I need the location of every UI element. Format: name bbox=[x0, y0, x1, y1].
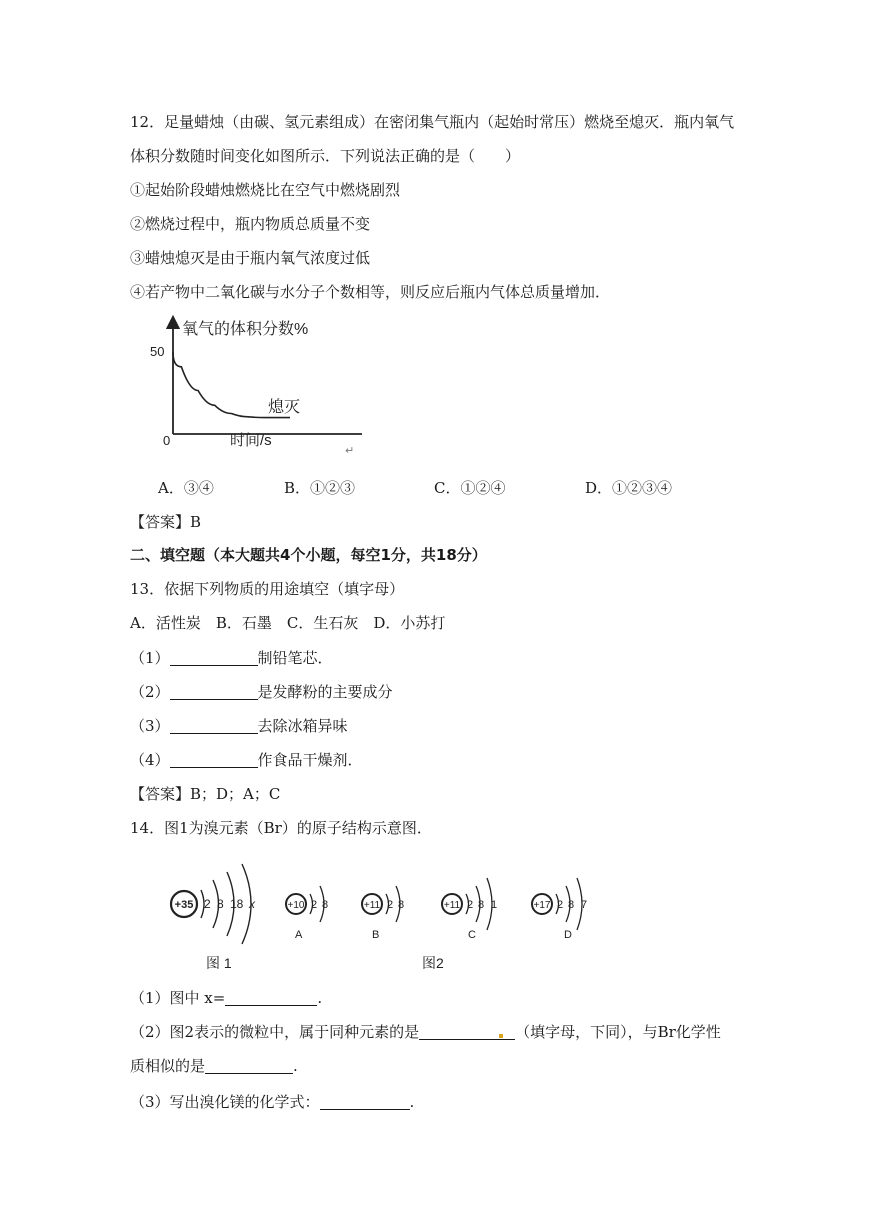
q14-blank-similar[interactable] bbox=[205, 1057, 293, 1074]
atom-a-shell-2: 8 bbox=[322, 899, 329, 911]
q14-part-3-tail: . bbox=[409, 1093, 415, 1111]
q13-blank-3[interactable] bbox=[170, 717, 258, 734]
q13-blank-4[interactable] bbox=[170, 751, 258, 768]
q12-statement-1: ①起始阶段蜡烛燃烧比在空气中燃烧剧烈 bbox=[130, 181, 401, 199]
q12-statement-2: ②燃烧过程中，瓶内物质总质量不变 bbox=[130, 215, 371, 233]
q12-statement-3: ③蜡烛熄灭是由于瓶内氧气浓度过低 bbox=[130, 249, 371, 267]
atom-d-shell-2: 8 bbox=[568, 899, 575, 911]
br-atom-diagram bbox=[171, 864, 256, 944]
atom-d-shell-3: 7 bbox=[581, 899, 588, 911]
q14-part-1-lead: （1）图中 x= bbox=[130, 989, 226, 1007]
atom-d-shell-1: 2 bbox=[557, 899, 564, 911]
atom-b-shell-1: 2 bbox=[387, 899, 394, 911]
q13-answer: 【答案】B；D；A；C bbox=[130, 785, 281, 803]
atom-b-shell-2: 8 bbox=[398, 899, 405, 911]
figure-1-caption: 图 1 bbox=[206, 955, 232, 971]
y-tick-50: 50 bbox=[150, 344, 165, 359]
q14-blank-same-element[interactable] bbox=[419, 1023, 515, 1040]
q14-blank-x[interactable] bbox=[225, 989, 317, 1006]
q14-part-3 bbox=[130, 1092, 414, 1112]
atom-b-label: B bbox=[372, 929, 380, 941]
br-shell-1: 2 bbox=[204, 897, 211, 911]
q12-option-b: B．①②③ bbox=[284, 479, 356, 497]
atom-c-shell-1: 2 bbox=[467, 899, 474, 911]
section-heading: 二、填空题（本大题共4个小题，每空1分，共18分） bbox=[130, 546, 487, 564]
atom-c-diagram bbox=[442, 878, 497, 941]
atom-c-shell-3: 1 bbox=[491, 899, 498, 911]
q13-blank-1[interactable] bbox=[170, 649, 258, 666]
q13-item-2-text: 是发酵粉的主要成分 bbox=[257, 683, 393, 701]
q13-item-4 bbox=[130, 750, 363, 770]
atom-c-label: C bbox=[468, 929, 476, 941]
br-shell-2: 8 bbox=[217, 897, 224, 911]
extinguish-annotation: 熄灭 bbox=[268, 399, 301, 416]
return-mark: ↵ bbox=[345, 445, 355, 457]
y-axis-label: 氧气的体积分数% bbox=[182, 321, 309, 338]
marker-dot bbox=[499, 1034, 503, 1038]
q14-part-2-lead: （2）图2表示的微粒中，属于同种元素的是 bbox=[130, 1023, 420, 1041]
atom-d-label: D bbox=[564, 929, 572, 941]
br-shell-4: x bbox=[249, 897, 255, 911]
q13-item-1-num: （1） bbox=[130, 649, 170, 667]
atom-c-shell-2: 8 bbox=[478, 899, 485, 911]
q12-answer: 【答案】B bbox=[130, 513, 202, 531]
q12-option-c: C．①②④ bbox=[434, 479, 506, 497]
q13-item-4-num: （4） bbox=[130, 751, 170, 769]
q12-option-d: D．①②③④ bbox=[585, 479, 673, 497]
q13-item-1 bbox=[130, 648, 333, 668]
atom-b-diagram bbox=[362, 886, 404, 941]
q12-option-a: A．③④ bbox=[158, 479, 214, 497]
x-axis-label: 时间/s bbox=[230, 432, 272, 449]
q14-part-2-tail: . bbox=[293, 1057, 298, 1075]
atom-a-label: A bbox=[295, 929, 303, 941]
br-nucleus: +35 bbox=[174, 899, 194, 911]
q13-choices: A．活性炭 B．石墨 C．生石灰 D．小苏打 bbox=[130, 614, 446, 632]
q13-item-3-num: （3） bbox=[130, 717, 170, 735]
q14-part-2-line1 bbox=[130, 1022, 721, 1042]
q13-item-2-num: （2） bbox=[130, 683, 170, 701]
q13-blank-2[interactable] bbox=[170, 683, 258, 700]
atom-c-nucleus: +11 bbox=[443, 900, 461, 911]
atom-a-nucleus: +10 bbox=[287, 900, 305, 911]
atom-structure-figure bbox=[160, 860, 600, 975]
q12-stem-line2: 体积分数随时间变化如图所示．下列说法正确的是（ ） bbox=[130, 147, 521, 165]
q13-stem: 13．依据下列物质的用途填空（填字母） bbox=[130, 580, 405, 598]
figure-2-caption: 图2 bbox=[422, 955, 444, 971]
q13-item-4-text: 作食品干燥剂． bbox=[257, 751, 363, 769]
q14-part-3-lead: （3）写出溴化镁的化学式： bbox=[130, 1093, 320, 1111]
q14-part-2-mid: （填字母，下同），与Br化学性 bbox=[515, 1023, 721, 1041]
oxygen-fraction-chart bbox=[140, 312, 370, 462]
q13-item-3-text: 去除冰箱异味 bbox=[257, 717, 348, 735]
atom-a-shell-1: 2 bbox=[311, 899, 318, 911]
q14-stem: 14．图1为溴元素（Br）的原子结构示意图． bbox=[130, 819, 432, 837]
q13-item-2 bbox=[130, 682, 393, 702]
atom-b-nucleus: +11 bbox=[363, 900, 381, 911]
q14-blank-formula[interactable] bbox=[320, 1093, 410, 1110]
br-shell-3: 18 bbox=[230, 897, 244, 911]
q14-part-2-line2 bbox=[130, 1056, 298, 1076]
q14-part-1-tail: . bbox=[317, 989, 323, 1007]
q13-item-1-text: 制铅笔芯． bbox=[257, 649, 333, 667]
atom-a-diagram bbox=[286, 886, 328, 941]
q14-part-2-cont: 质相似的是 bbox=[130, 1057, 206, 1075]
atom-d-nucleus: +17 bbox=[533, 900, 551, 911]
atom-d-diagram bbox=[532, 878, 587, 941]
origin-label: 0 bbox=[163, 433, 171, 448]
q13-item-3 bbox=[130, 716, 348, 736]
q14-part-1 bbox=[130, 988, 322, 1008]
q12-statement-4: ④若产物中二氧化碳与水分子个数相等，则反应后瓶内气体总质量增加． bbox=[130, 283, 611, 301]
q12-stem-line1: 12．足量蜡烛（由碳、氢元素组成）在密闭集气瓶内（起始时常压）燃烧至熄灭．瓶内氧气 bbox=[130, 113, 735, 131]
